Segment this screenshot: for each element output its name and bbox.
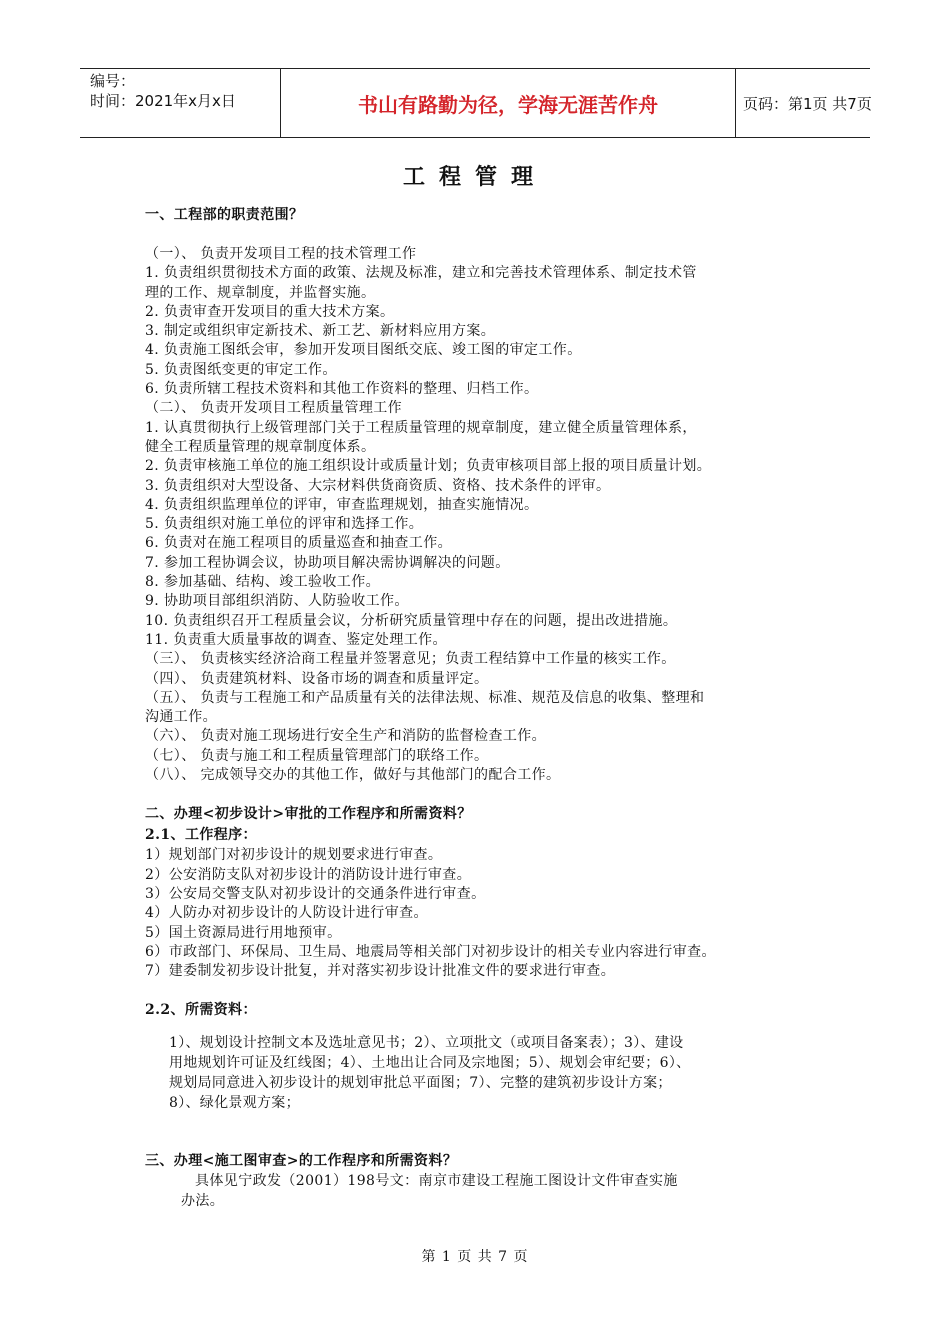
list-item: 3. 负责组织对大型设备、大宗材料供货商资质、资格、技术条件的评审。 <box>145 477 611 494</box>
list-item: 3. 制定或组织审定新技术、新工艺、新材料应用方案。 <box>145 323 496 340</box>
list-item: （一）、 负责开发项目工程的技术管理工作 <box>145 246 417 262</box>
list-item: （七）、 负责与施工和工程质量管理部门的联络工作。 <box>145 747 489 764</box>
section2-heading: 二、办理<初步设计>审批的工作程序和所需资料？ <box>145 806 472 823</box>
list-item: 6. 负责对在施工程项目的质量巡查和抽查工作。 <box>145 535 453 552</box>
list-item: 6）市政部门、环保局、卫生局、地震局等相关部门对初步设计的相关专业内容进行审查。 <box>145 943 716 960</box>
section1-heading: 一、工程部的职责范围？ <box>145 207 304 223</box>
list-item: 6. 负责所辖工程技术资料和其他工作资料的整理、归档工作。 <box>145 381 539 398</box>
section2-subheading-materials: 2.2、所需资料： <box>145 1002 257 1019</box>
list-item: 2. 负责审查开发项目的重大技术方案。 <box>145 303 395 320</box>
list-item: 1. 负责组织贯彻技术方面的政策、法规及标准，建立和完善技术管理体系、制定技术管 <box>145 265 697 282</box>
section3-text: 办法。 <box>181 1192 225 1209</box>
list-item: 4）人防办对初步设计的人防设计进行审查。 <box>145 905 428 922</box>
date-label: 时间：2021年x月x日 <box>90 92 236 110</box>
list-item: 9. 协助项目部组织消防、人防验收工作。 <box>145 593 409 610</box>
materials-line: 1）、规划设计控制文本及选址意见书；2）、立项批文（或项目备案表）；3）、建设 <box>169 1035 684 1052</box>
list-item: 10. 负责组织召开工程质量会议，分析研究质量管理中存在的问题，提出改进措施。 <box>145 612 678 629</box>
list-item: 7. 参加工程协调会议，协助项目解决需协调解决的问题。 <box>145 554 510 571</box>
list-item: 2）公安消防支队对初步设计的消防设计进行审查。 <box>145 866 472 883</box>
header-page-label: 页码：第1页 共7页 <box>743 94 872 113</box>
list-item: 5. 负责组织对施工单位的评审和选择工作。 <box>145 516 424 533</box>
list-item: 5）国土资源局进行用地预审。 <box>145 924 342 941</box>
page-footer: 第 1 页 共 7 页 <box>421 1249 529 1265</box>
section2-materials <box>145 1033 810 1113</box>
list-item: 3）公安局交警支队对初步设计的交通条件进行审查。 <box>145 885 486 902</box>
document-header <box>80 68 870 138</box>
list-item: （八）、 完成领导交办的其他工作，做好与其他部门的配合工作。 <box>145 767 561 784</box>
section3-text: 具体见宁政发（2001）198号文：南京市建设工程施工图设计文件审查实施 <box>195 1173 678 1190</box>
section2-subheading-procedure: 2.1、工作程序： <box>145 827 257 844</box>
materials-line: 规划局同意进入初步设计的规划审批总平面图；7）、完整的建筑初步设计方案； <box>169 1075 672 1092</box>
number-label: 编号： <box>90 72 136 90</box>
section3-heading: 三、办理<施工图审查>的工作程序和所需资料？ <box>145 1153 458 1170</box>
materials-line: 8）、绿化景观方案； <box>169 1095 300 1112</box>
header-meta <box>80 69 280 137</box>
list-item: 4. 负责组织监理单位的评审，审查监理规划，抽查实施情况。 <box>145 496 539 513</box>
list-item: （二）、 负责开发项目工程质量管理工作 <box>145 400 403 417</box>
list-item: （六）、 负责对施工现场进行安全生产和消防的监督检查工作。 <box>145 728 547 745</box>
list-item: 1. 认真贯彻执行上级管理部门关于工程质量管理的规章制度，建立健全质量管理体系， <box>145 419 697 436</box>
section2-steps <box>145 846 810 981</box>
list-item: （四）、 负责建筑材料、设备市场的调查和质量评定。 <box>145 670 489 687</box>
list-item: （三）、 负责核实经济洽商工程量并签署意见；负责工程结算中工作量的核实工作。 <box>145 651 676 668</box>
list-item: 健全工程质量管理的规章制度体系。 <box>145 438 376 455</box>
list-item: 理的工作、规章制度，并监督实施。 <box>145 284 376 301</box>
list-item: 1）规划部门对初步设计的规划要求进行审查。 <box>145 847 443 864</box>
page-title: 工程管理 <box>402 164 547 190</box>
list-item: 8. 参加基础、结构、竣工验收工作。 <box>145 574 381 591</box>
list-item: 沟通工作。 <box>145 709 217 726</box>
list-item: （五）、 负责与工程施工和产品质量有关的法律法规、标准、规范及信息的收集、整理和 <box>145 689 705 706</box>
section1-list <box>145 245 810 785</box>
list-item: 5. 负责图纸变更的审定工作。 <box>145 361 337 378</box>
document-body <box>145 205 810 1211</box>
list-item: 4. 负责施工图纸会审，参加开发项目图纸交底、竣工图的审定工作。 <box>145 342 582 359</box>
list-item: 11. 负责重大质量事故的调查、鉴定处理工作。 <box>145 631 447 648</box>
header-motto: 书山有路勤为径，学海无涯苦作舟 <box>280 69 736 137</box>
list-item: 2. 负责审核施工单位的施工组织设计或质量计划；负责审核项目部上报的项目质量计划。 <box>145 458 712 475</box>
materials-line: 用地规划许可证及红线图；4）、土地出让合同及宗地图；5）、规划会审纪要；6）、 <box>169 1055 691 1072</box>
list-item: 7）建委制发初步设计批复，并对落实初步设计批准文件的要求进行审查。 <box>145 963 616 980</box>
